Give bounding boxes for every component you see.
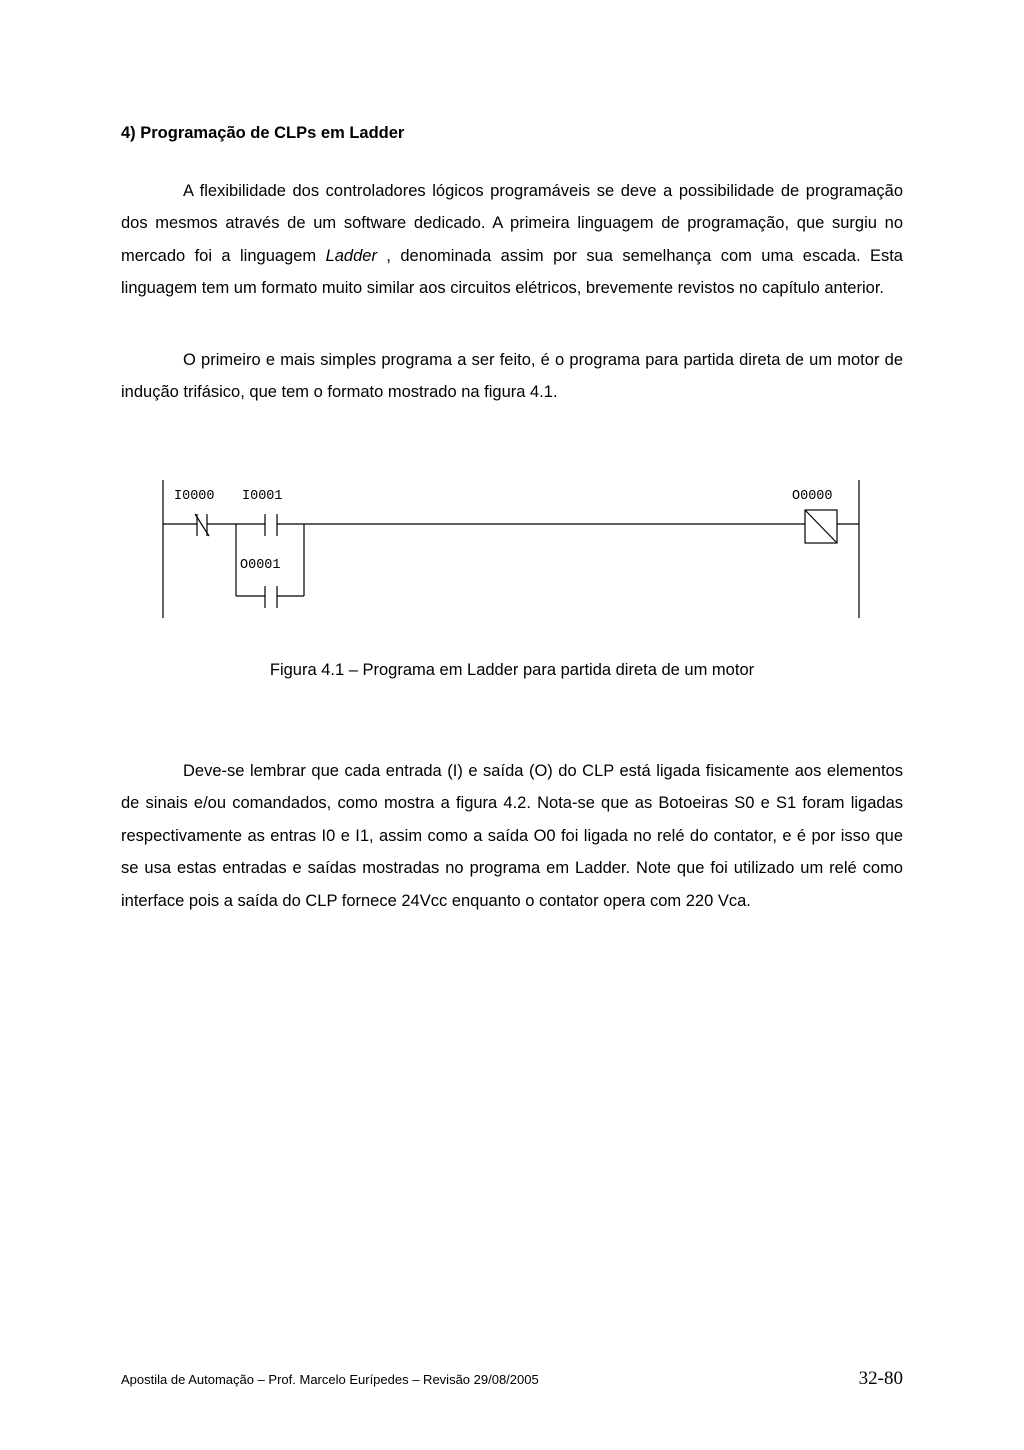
ladder-term: Ladder	[325, 246, 377, 265]
paragraph-intro-text-2: , denominada assim por sua semelhança com uma escada. Esta linguagem tem um formato muito similar aos circuitos elétricos, brevemente revistos no capítulo anterior.	[121, 246, 903, 298]
paragraph-first-program	[121, 344, 903, 409]
contact2-label: I0001	[242, 489, 283, 504]
figure-caption: Figura 4.1 – Programa em Ladder para partida direta de um motor	[269, 661, 755, 679]
paragraph-io-wiring-text: Deve-se lembrar que cada entrada (I) e saída (O) do CLP está ligada fisicamente aos elementos de sinais e/ou comandados, como mostra a figura 4.2. Nota-se que as Botoeiras S0 e S1 foram ligadas respectivamente as entras I0 e I1, assim como a saída O0 foi ligada no relé do contator, e é por isso que se usa estas entradas e saídas mostradas no programa em Ladder. Note que foi utilizado um relé como interface pois a saída do CLP fornece 24Vcc enquanto o contator opera com 220 Vca.	[121, 762, 903, 910]
nc-contact-i0000	[195, 514, 209, 536]
paragraph-intro	[121, 175, 903, 305]
page-footer: Apostila de Automação – Prof. Marcelo Eurípedes – Revisão 29/08/2005	[121, 1372, 539, 1387]
paragraph-first-program-text: O primeiro e mais simples programa a ser feito, é o programa para partida direta de um motor de indução trifásico, que tem o formato mostrado na figura 4.1.	[121, 351, 903, 402]
paragraph-intro-text-1: A flexibilidade dos controladores lógicos programáveis se deve a possibilidade de programação dos mesmos através de um software dedicado. A primeira linguagem de programação, que surgiu no mercado foi a linguagem	[121, 182, 903, 265]
ladder-diagram	[150, 478, 870, 623]
page-number: 32-80	[858, 1368, 903, 1389]
seal-contact-o0001	[265, 586, 277, 608]
section-heading: 4) Programação de CLPs em Ladder	[121, 124, 405, 142]
no-contact-i0001	[265, 514, 277, 536]
paragraph-io-wiring	[121, 755, 903, 917]
contact1-label: I0000	[174, 489, 215, 504]
output-coil-o0000	[805, 510, 837, 543]
seal-contact-label: O0001	[240, 558, 281, 573]
coil-label: O0000	[792, 489, 833, 504]
